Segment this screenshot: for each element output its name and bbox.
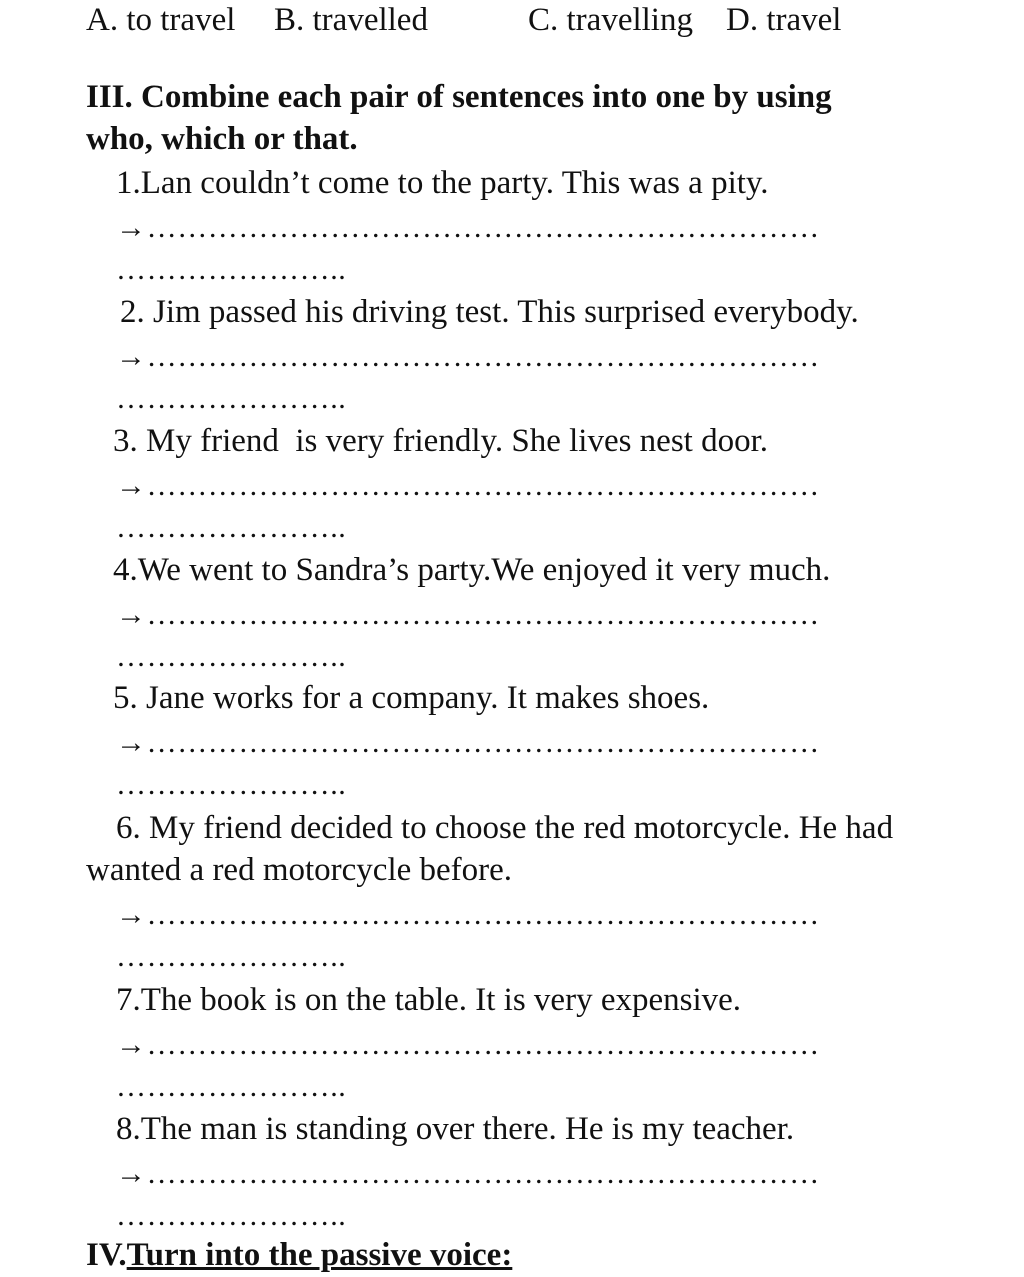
answer-line-7[interactable]: →………………………………………………………… xyxy=(116,1028,820,1061)
answer-continuation-7[interactable]: ………………….. xyxy=(116,1070,347,1103)
question-6: 6. My friend decided to choose the red motorcycle. He had xyxy=(116,810,894,846)
question-5: 5. Jane works for a company. It makes shoes. xyxy=(113,680,710,716)
answer-line-1[interactable]: →………………………………………………………… xyxy=(116,211,820,244)
option-d: D. travel xyxy=(726,2,842,38)
section-3-title-line-2: who, which or that. xyxy=(86,121,358,157)
answer-line-8[interactable]: →………………………………………………………… xyxy=(116,1157,820,1190)
answer-line-2[interactable]: →………………………………………………………… xyxy=(116,340,820,373)
question-7: 7.The book is on the table. It is very expensive. xyxy=(116,982,742,1018)
answer-continuation-3[interactable]: ………………….. xyxy=(116,511,347,544)
answer-continuation-1[interactable]: ………………….. xyxy=(116,253,347,286)
section-4-prefix: IV. xyxy=(86,1237,127,1273)
answer-continuation-5[interactable]: ………………….. xyxy=(116,768,347,801)
answer-line-5[interactable]: →………………………………………………………… xyxy=(116,726,820,759)
question-3: 3. My friend is very friendly. She lives nest door. xyxy=(113,423,769,459)
section-3-title-line-1: III. Combine each pair of sentences into one by using xyxy=(86,79,832,115)
answer-line-4[interactable]: →………………………………………………………… xyxy=(116,598,820,631)
answer-continuation-2[interactable]: ………………….. xyxy=(116,382,347,415)
section-4-title xyxy=(86,1234,512,1276)
question-6-continued: wanted a red motorcycle before. xyxy=(86,852,513,888)
section-4-title-text: Turn into the passive voice: xyxy=(126,1237,513,1273)
question-4: 4.We went to Sandra’s party.We enjoyed it very much. xyxy=(113,552,831,588)
answer-continuation-4[interactable]: ………………….. xyxy=(116,640,347,673)
question-8: 8.The man is standing over there. He is my teacher. xyxy=(116,1111,795,1147)
option-b: B. travelled xyxy=(274,2,428,38)
question-1: 1.Lan couldn’t come to the party. This was a pity. xyxy=(116,165,769,201)
answer-continuation-6[interactable]: ………………….. xyxy=(116,940,347,973)
answer-continuation-8[interactable]: ………………….. xyxy=(116,1199,347,1232)
question-2: 2. Jim passed his driving test. This surprised everybody. xyxy=(120,294,859,330)
option-c: C. travelling xyxy=(528,2,693,38)
answer-line-3[interactable]: →………………………………………………………… xyxy=(116,469,820,502)
option-a: A. to travel xyxy=(86,2,236,38)
answer-line-6[interactable]: →………………………………………………………… xyxy=(116,898,820,931)
